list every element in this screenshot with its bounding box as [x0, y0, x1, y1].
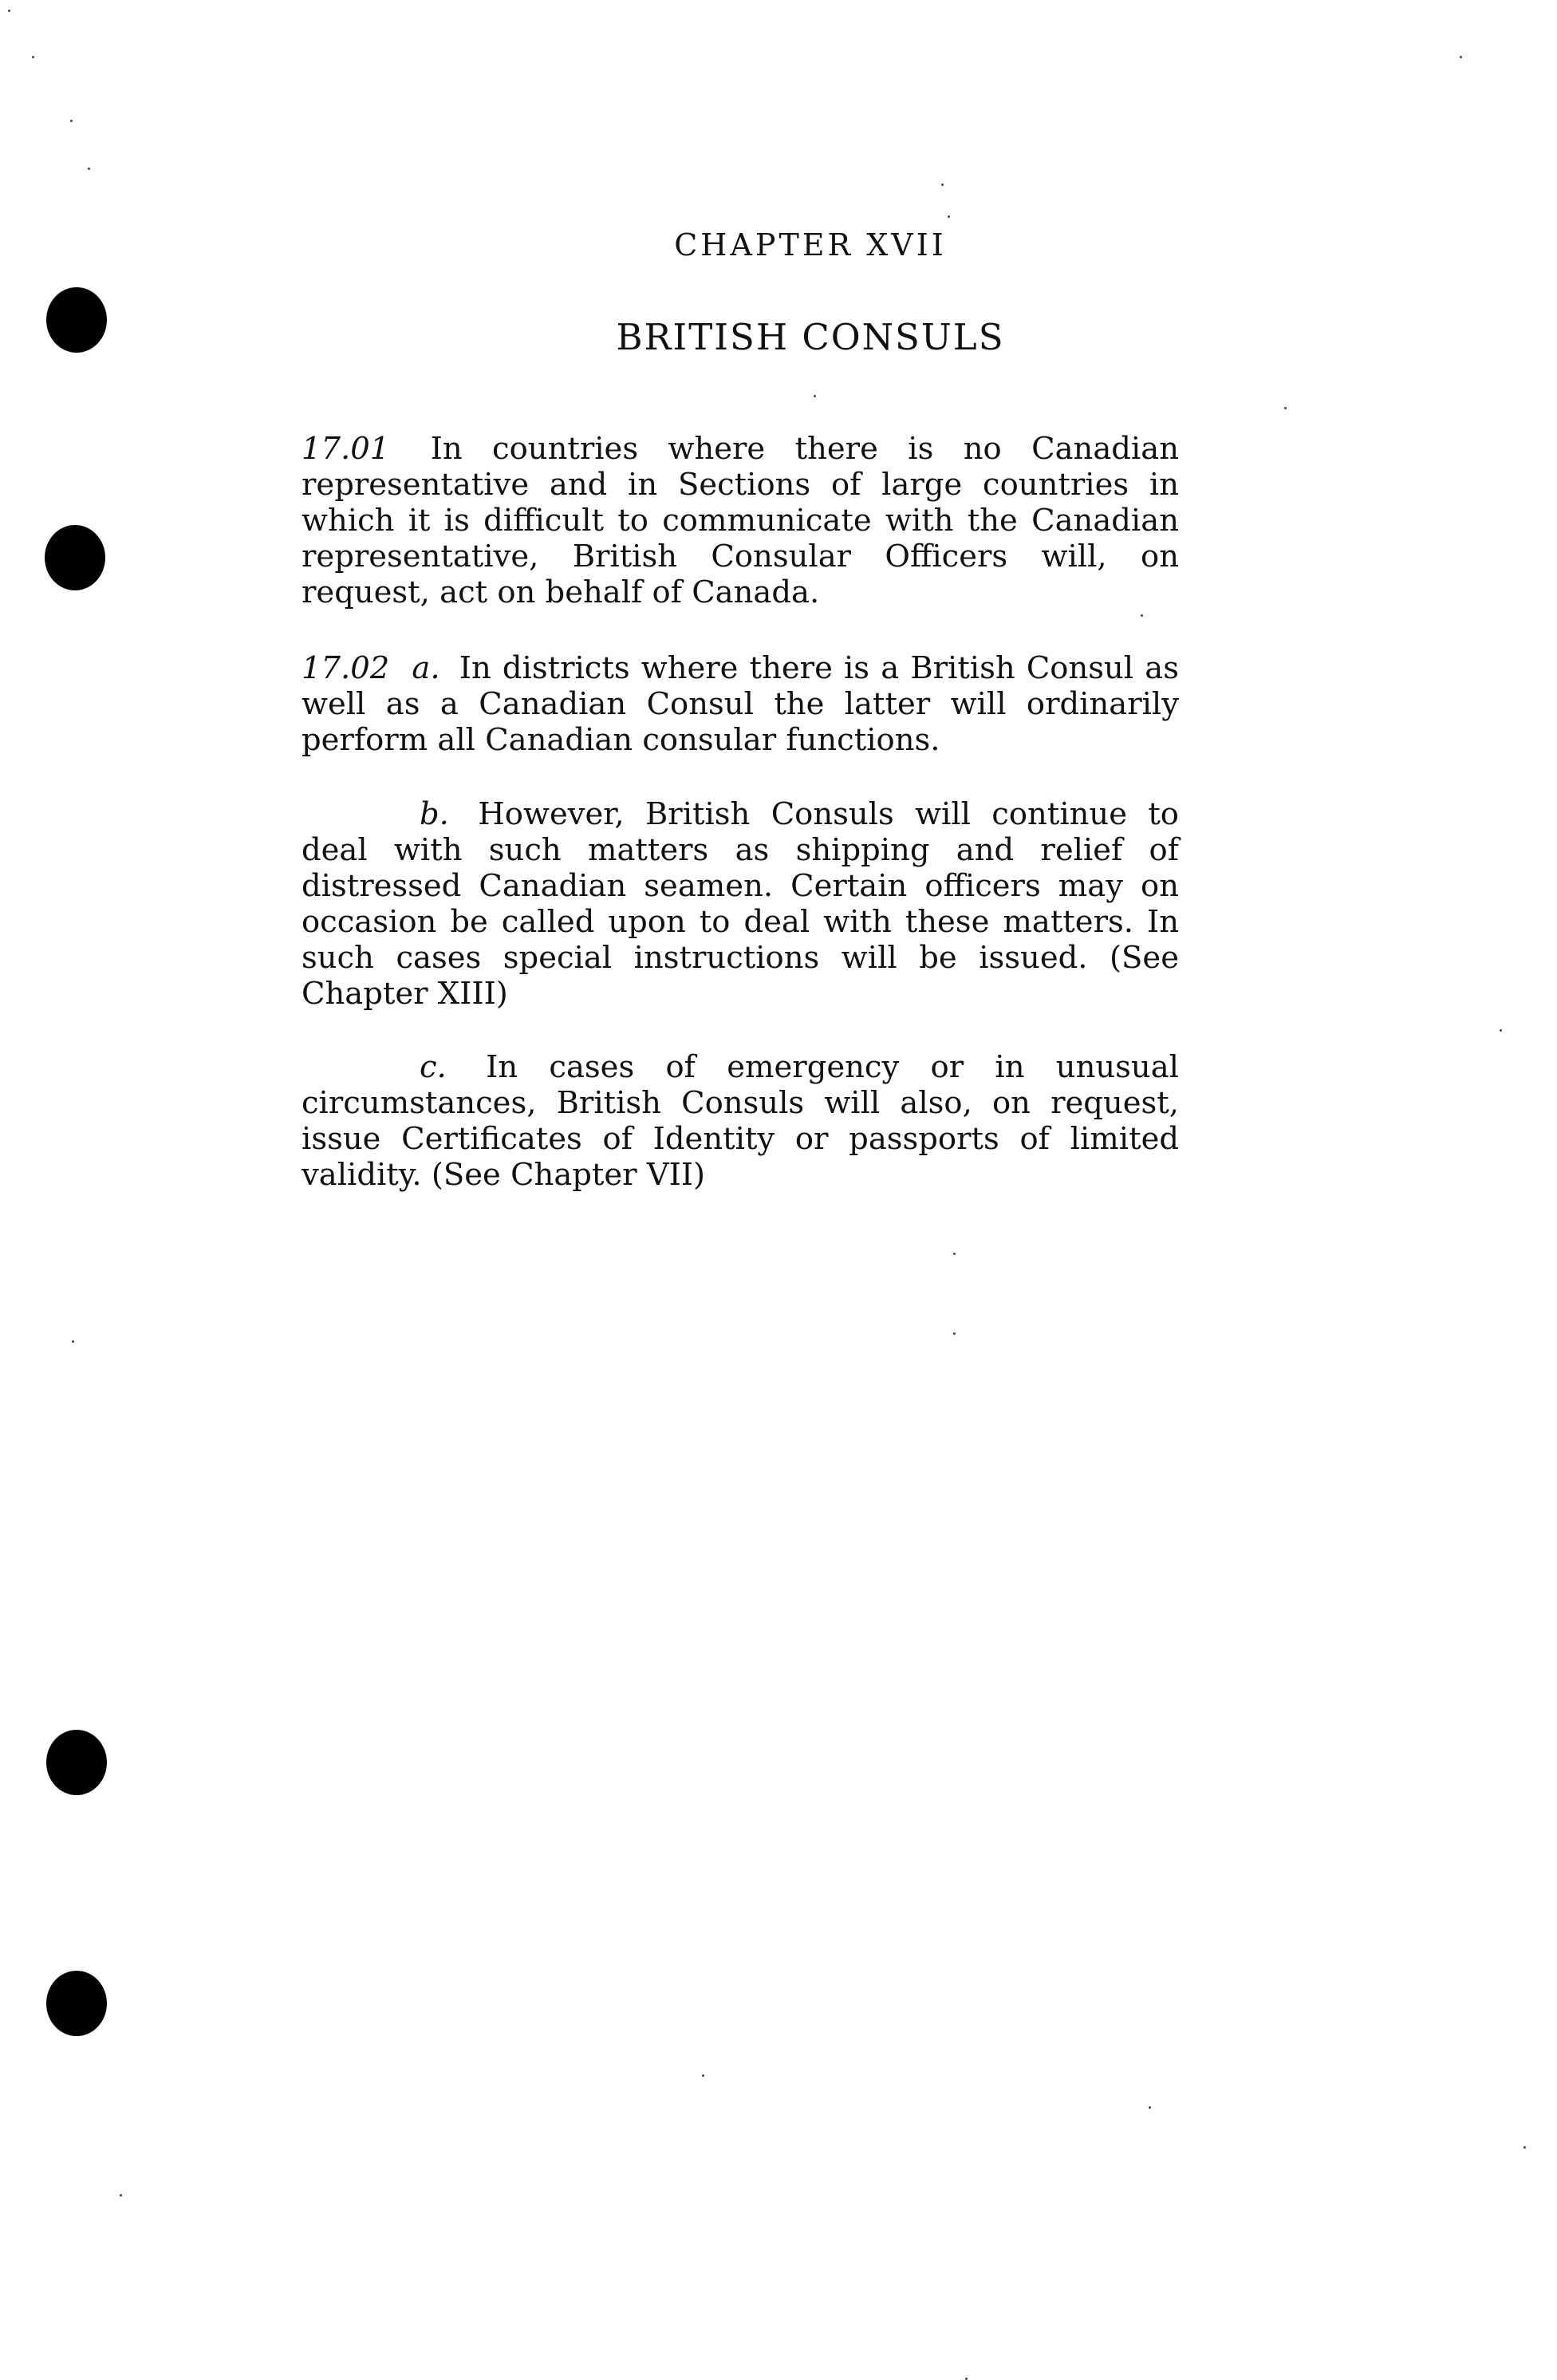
scan-speck	[941, 184, 944, 186]
punch-hole	[45, 525, 105, 590]
paragraph-17-01	[302, 431, 1179, 610]
scan-speck	[1149, 2106, 1151, 2109]
scan-speck	[948, 215, 950, 218]
scan-speck	[814, 395, 816, 397]
paragraph-17-02-c	[302, 1049, 1179, 1193]
scan-speck	[88, 168, 90, 170]
paragraph-text: In cases of emergency or in unusual circumstances, British Consuls will also, on request, issue Certificates of Identity or passports of limited validity. (See Chapter VII)	[302, 1049, 1179, 1193]
scan-speck	[702, 2074, 704, 2077]
punch-hole	[46, 1971, 107, 2036]
scan-speck	[1460, 56, 1462, 58]
scan-speck	[953, 1253, 956, 1255]
scan-speck	[32, 56, 34, 58]
subsection-letter: c.	[420, 1049, 447, 1085]
chapter-label: CHAPTER XVII	[674, 227, 947, 262]
paragraph-text: In districts where there is a British Consul as well as a Canadian Consul the latter will ordinarily perform all Canadian consular functions.	[302, 650, 1179, 758]
subsection-letter: b.	[420, 796, 449, 832]
scan-speck	[70, 120, 73, 122]
paragraph-text: In countries where there is no Canadian representative and in Sections of large countries in which it is difficult to communicate with the Canadian representative, British Consular Officers will, on request, act on behalf of Canada.	[302, 431, 1179, 610]
section-number: 17.01	[302, 431, 390, 467]
subsection-letter: a.	[412, 650, 440, 686]
paragraph-text: However, British Consuls will continue to deal with such matters as shipping and relief of distressed Canadian seamen. Certain officers may on occasion be called upon to deal with these matters. In such cases special instructions will be issued. (See Chapter XIII)	[302, 796, 1179, 1012]
section-number: 17.02	[302, 650, 390, 686]
paragraph-17-02-a	[302, 650, 1179, 758]
scan-speck	[953, 1332, 956, 1335]
scan-speck	[8, 10, 10, 12]
scan-speck	[1141, 614, 1143, 617]
punch-hole	[46, 1730, 107, 1795]
page-title: BRITISH CONSULS	[616, 316, 1005, 358]
scan-speck	[120, 2194, 122, 2196]
scan-speck	[72, 1340, 74, 1343]
scan-speck	[1284, 407, 1287, 409]
scan-speck	[1523, 2146, 1526, 2149]
paragraph-17-02-b	[302, 796, 1179, 1012]
scan-speck	[1500, 1029, 1502, 1032]
